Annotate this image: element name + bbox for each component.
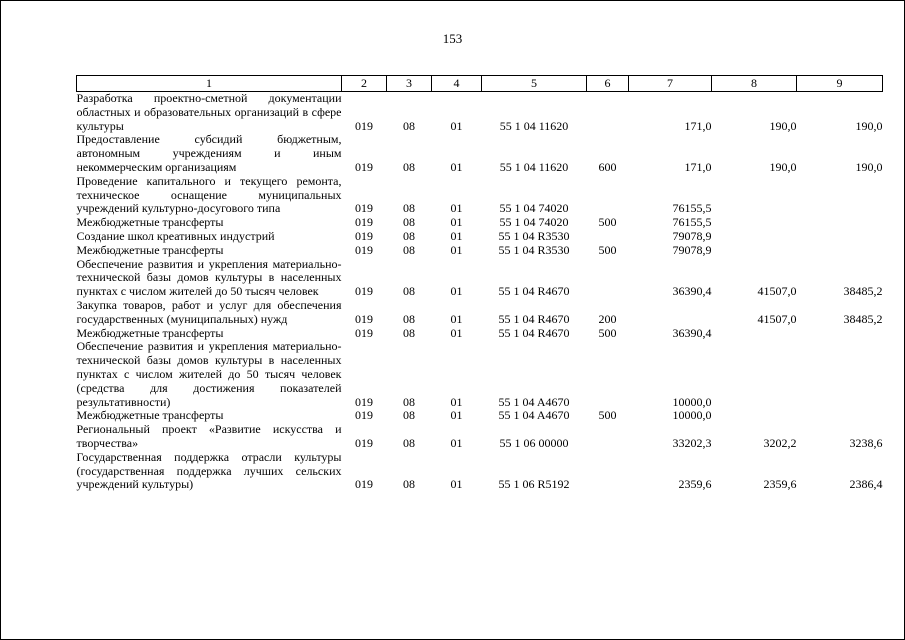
table-cell: 01	[450, 284, 463, 299]
table-cell: 08	[403, 311, 415, 326]
table-cell: 600	[598, 159, 617, 174]
table-cell: 500	[598, 325, 617, 340]
table-cell: 55 1 04 R4670	[498, 325, 570, 340]
table-cell: 019	[355, 325, 373, 340]
table-cell: 019	[355, 201, 373, 216]
table-cell: 76155,5	[672, 201, 712, 216]
table-cell	[712, 175, 797, 216]
table-cell	[712, 340, 797, 409]
table-cell: 10000,0	[672, 394, 712, 409]
table-cell: 55 1 04 R3530	[498, 228, 570, 243]
table-row	[77, 409, 883, 423]
table-row	[77, 451, 883, 492]
table-cell: 019	[355, 228, 373, 243]
row-title: Закупка товаров, работ и услуг для обеспечения государственных (муниципальных) нужд	[76, 297, 342, 326]
column-header-5: 5	[482, 76, 587, 92]
table-cell: 08	[403, 228, 415, 243]
table-cell: 55 1 04 A4670	[498, 408, 570, 423]
table-cell	[587, 92, 629, 134]
table-cell	[587, 258, 629, 299]
column-header-3: 3	[387, 76, 432, 92]
table-cell: 55 1 04 R4670	[498, 284, 570, 299]
row-title: Разработка проектно-сметной документации областных и образовательных организаций в сфере культуры	[76, 91, 342, 133]
table-cell: 01	[450, 408, 463, 423]
table-cell	[797, 327, 883, 341]
table-cell	[797, 244, 883, 258]
table-row	[77, 175, 883, 216]
table-cell: 01	[450, 435, 463, 450]
column-header-9: 9	[797, 76, 883, 92]
table-cell	[797, 175, 883, 216]
table-cell: 019	[355, 159, 373, 174]
column-header-2: 2	[342, 76, 387, 92]
table-cell: 2359,6	[763, 477, 797, 492]
table-cell: 01	[450, 311, 463, 326]
table-row	[77, 340, 883, 409]
table-body	[77, 92, 883, 493]
table-cell: 190,0	[855, 118, 883, 133]
table-cell	[797, 340, 883, 409]
table-cell: 08	[403, 118, 415, 133]
table-row	[77, 423, 883, 451]
table-cell: 01	[450, 118, 463, 133]
row-title: Предоставление субсидий бюджетным, автономным учреждениям и иным некоммерческим организациям	[76, 132, 342, 174]
table-cell: 08	[403, 477, 415, 492]
table-cell	[587, 230, 629, 244]
table-cell: 55 1 04 R4670	[498, 311, 570, 326]
column-header-4: 4	[432, 76, 482, 92]
table-cell: 08	[403, 284, 415, 299]
table-cell	[587, 340, 629, 409]
table-cell	[629, 299, 712, 327]
table-cell	[712, 230, 797, 244]
table-cell: 08	[403, 159, 415, 174]
table-cell: 79078,9	[672, 228, 712, 243]
table-cell: 55 1 06 R5192	[498, 477, 570, 492]
table-cell: 33202,3	[672, 435, 712, 450]
table-row	[77, 244, 883, 258]
table-cell: 08	[403, 394, 415, 409]
column-header-8: 8	[712, 76, 797, 92]
table-cell: 019	[355, 242, 373, 257]
table-cell: 01	[450, 159, 463, 174]
table-cell: 55 1 04 A4670	[498, 394, 570, 409]
table-cell: 500	[598, 215, 617, 230]
table-row	[77, 92, 883, 134]
table-cell: 01	[450, 201, 463, 216]
row-title: Проведение капитального и текущего ремонта, техническое оснащение муниципальных учреждений культурно-досугового типа	[76, 173, 342, 216]
table-cell	[712, 327, 797, 341]
table-cell: 019	[355, 408, 373, 423]
table-cell: 08	[403, 201, 415, 216]
table-cell: 019	[355, 435, 373, 450]
table-cell: 019	[355, 394, 373, 409]
table-header	[77, 76, 883, 92]
table-cell: 55 1 04 11620	[499, 159, 569, 174]
table-cell: 190,0	[769, 118, 797, 133]
row-title: Обеспечение развития и укрепления материально-технической базы домов культуры в населенных пунктах с числом жителей до 50 тысяч человек	[76, 256, 342, 299]
table-cell	[587, 175, 629, 216]
table-cell: 10000,0	[672, 408, 712, 423]
row-title: Государственная поддержка отрасли культуры (государственная поддержка лучших сельских учреждений культуры)	[76, 449, 342, 492]
table-header-row	[77, 76, 883, 92]
row-title: Межбюджетные трансферты	[76, 325, 224, 340]
table-cell: 190,0	[769, 159, 797, 174]
table-cell: 36390,4	[672, 325, 712, 340]
table-cell: 55 1 04 11620	[499, 118, 569, 133]
table-cell: 2386,4	[849, 477, 883, 492]
column-header-7: 7	[629, 76, 712, 92]
table-row	[77, 230, 883, 244]
table-cell: 76155,5	[672, 215, 712, 230]
table-cell	[587, 451, 629, 492]
row-title: Межбюджетные трансферты	[76, 242, 224, 257]
table-cell: 500	[598, 408, 617, 423]
table-cell: 019	[355, 284, 373, 299]
table-cell: 500	[598, 242, 617, 257]
table-cell: 55 1 06 00000	[499, 435, 569, 450]
row-title: Межбюджетные трансферты	[76, 215, 224, 230]
table-cell	[797, 230, 883, 244]
table-cell: 01	[450, 228, 463, 243]
table-cell: 2359,6	[678, 477, 712, 492]
table-cell: 019	[355, 477, 373, 492]
table-cell: 41507,0	[757, 284, 797, 299]
table-cell: 01	[450, 242, 463, 257]
table-cell: 01	[450, 394, 463, 409]
table-cell: 08	[403, 215, 415, 230]
table-cell: 3238,6	[849, 435, 883, 450]
table-cell: 019	[355, 215, 373, 230]
table-cell: 3202,2	[763, 435, 797, 450]
page-number: 153	[442, 31, 463, 46]
table-cell: 79078,9	[672, 242, 712, 257]
table-cell: 171,0	[684, 159, 712, 174]
table-cell	[712, 244, 797, 258]
column-header-1: 1	[77, 76, 342, 92]
column-header-6: 6	[587, 76, 629, 92]
row-title: Региональный проект «Развитие искусства и творчества»	[76, 422, 342, 450]
table-cell	[712, 216, 797, 230]
table-cell: 08	[403, 242, 415, 257]
table-cell: 019	[355, 311, 373, 326]
table-cell: 019	[355, 118, 373, 133]
table-cell: 41507,0	[757, 311, 797, 326]
table-cell: 171,0	[684, 118, 712, 133]
row-title: Обеспечение развития и укрепления материально-технической базы домов культуры в населенных пунктах с числом жителей до 50 тысяч человек (средства для достижения показателей результативности)	[76, 339, 342, 409]
table-cell: 08	[403, 435, 415, 450]
table-cell: 08	[403, 325, 415, 340]
row-title: Межбюджетные трансферты	[76, 408, 224, 423]
table-row	[77, 133, 883, 174]
table-cell	[587, 423, 629, 451]
table-cell: 01	[450, 325, 463, 340]
table-cell: 55 1 04 74020	[499, 201, 569, 216]
table-cell: 38485,2	[843, 311, 883, 326]
table-cell: 200	[598, 311, 617, 326]
table-cell	[712, 409, 797, 423]
table-cell: 36390,4	[672, 284, 712, 299]
table-cell: 190,0	[855, 159, 883, 174]
table-row	[77, 299, 883, 327]
table-cell: 08	[403, 408, 415, 423]
table-cell: 55 1 04 74020	[499, 215, 569, 230]
table-row	[77, 258, 883, 299]
row-title: Создание школ креативных индустрий	[76, 228, 275, 243]
table-cell: 55 1 04 R3530	[498, 242, 570, 257]
table-cell: 01	[450, 477, 463, 492]
table-cell	[797, 409, 883, 423]
table-cell: 38485,2	[843, 284, 883, 299]
table-cell	[797, 216, 883, 230]
table-row	[77, 216, 883, 230]
table-cell: 01	[450, 215, 463, 230]
budget-table	[76, 75, 883, 492]
table-row	[77, 327, 883, 341]
